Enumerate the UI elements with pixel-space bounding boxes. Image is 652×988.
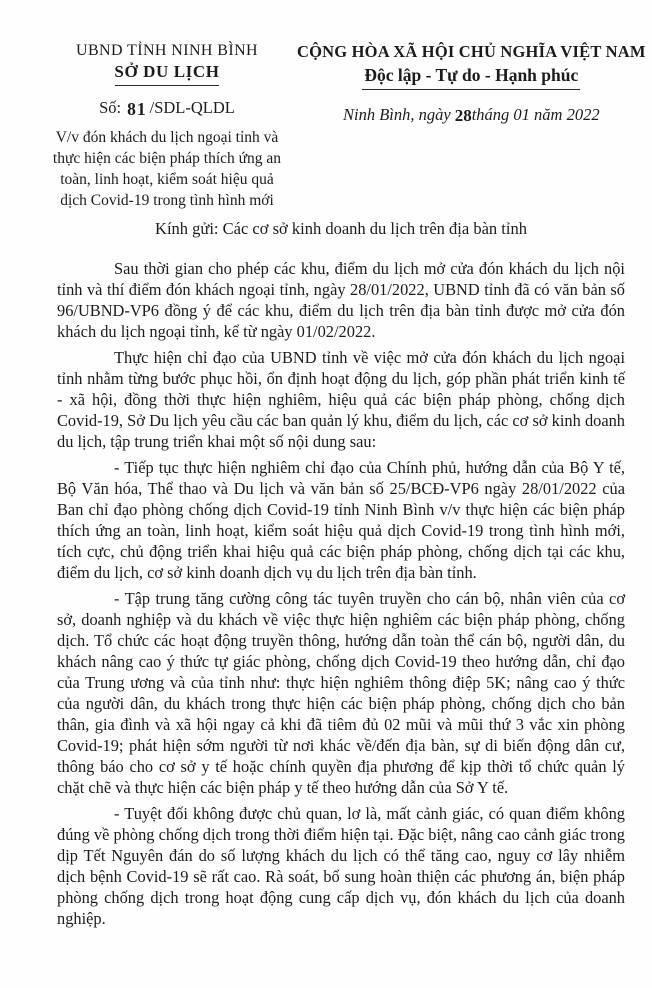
doc-subject: V/v đón khách du lịch ngoại tỉnh và thực hiện các biện pháp thích ứng an toàn, linh hoạt, kiểm soát hiệu quả dịch Covid-19 trong tình hình mới xyxy=(52,129,282,209)
issuer-org-name: SỞ DU LỊCH xyxy=(114,62,220,81)
national-motto: Độc lập - Tự do - Hạnh phúc xyxy=(364,65,579,85)
place-date-prefix: Ninh Bình, ngày xyxy=(343,105,451,124)
issuer-block xyxy=(51,42,283,211)
doc-number-label: Số: xyxy=(99,98,122,117)
issuer-underline xyxy=(115,85,219,86)
salutation-line: Kính gửi: Các cơ sở kinh doanh du lịch trên địa bàn tỉnh xyxy=(155,219,527,238)
republic-block xyxy=(283,42,646,125)
doc-number-line xyxy=(51,97,283,118)
letter-body xyxy=(57,258,625,929)
issuer-parent-org: UBND TỈNH NINH BÌNH xyxy=(76,42,258,59)
paragraph-directive: Thực hiện chỉ đạo của UBND tỉnh về việc mở cửa đón khách du lịch ngoại tỉnh nhằm từng bước phục hồi, ổn định hoạt động du lịch, góp phần phát triển kinh tế - xã hội, đồng thời thực hiện nghiêm, hiệu quả các biện pháp phòng, chống dịch Covid-19, Sở Du lịch yêu cầu các ban quản lý khu, điểm du lịch, các cơ sở kinh doanh du lịch, tập trung triển khai một số nội dung sau: xyxy=(57,348,625,451)
letter-header xyxy=(52,42,646,211)
place-date-line xyxy=(297,105,646,125)
doc-number-value: 81 xyxy=(127,99,147,119)
country-name: CỘNG HÒA XÃ HỘI CHỦ NGHĨA VIỆT NAM xyxy=(297,42,646,61)
paragraph-bullet-communication: - Tập trung tăng cường công tác tuyên truyền cho cán bộ, nhân viên của cơ sở, doanh nghiệp và du khách về việc thực hiện nghiêm các biện pháp phòng, chống dịch. Tổ chức các hoạt động truyền thông, hướng dẫn toàn thể cán bộ, người dân, du khách nâng cao ý thức tự giác phòng, chống dịch Covid-19 theo hướng dẫn, chỉ đạo của Trung ương và của tỉnh như: thực hiện nghiêm thông điệp 5K; nâng cao ý thức của người dân, du khách trong thực hiện các biện pháp phòng, chống dịch cho bản thân, gia đình và xã hội ngay cả khi đã tiêm đủ 02 mũi và mũi thứ 3 vắc xin phòng Covid-19; phát hiện sớm người từ nơi khác về/đến địa bàn, sự di biến động dân cư, thông báo cho cơ sở y tế hoặc chính quyền địa phương để kịp thời tổ chức quản lý chặt chẽ và thực hiện các biện pháp y tế theo hướng dẫn của Sở Y tế. xyxy=(57,589,625,797)
date-day: 28 xyxy=(454,106,472,125)
motto-underline xyxy=(362,89,580,90)
paragraph-intro: Sau thời gian cho phép các khu, điểm du lịch mở cửa đón khách du lịch nội tỉnh và thí điểm đón khách ngoại tỉnh, ngày 28/01/2022, UBND tỉnh đã có văn bản số 96/UBND-VP6 đồng ý để các khu, điểm du lịch trên địa bàn tỉnh được mở cửa đón khách du lịch ngoại tỉnh, kể từ ngày 01/02/2022. xyxy=(57,259,625,341)
doc-number-suffix: /SDL-QLDL xyxy=(149,98,235,117)
paragraph-bullet-vigilance: - Tuyệt đối không được chủ quan, lơ là, mất cảnh giác, có quan điểm không đúng về phòng chống dịch trong thời điểm hiện tại. Đặc biệt, nâng cao cảnh giác trong dịp Tết Nguyên đán do số lượng khách du lịch có thể tăng cao, nguy cơ lây nhiễm dịch bệnh Covid-19 sẽ rất cao. Rà soát, bổ sung hoàn thiện các phương án, biện pháp phòng chống dịch trong hoạt động cung cấp dịch vụ, đón khách du lịch của doanh nghiệp. xyxy=(57,804,625,928)
place-date-suffix: tháng 01 năm 2022 xyxy=(471,105,600,124)
paragraph-bullet-compliance: - Tiếp tục thực hiện nghiêm chỉ đạo của Chính phủ, hướng dẫn của Bộ Y tế, Bộ Văn hóa, Thể thao và Du lịch và văn bản số 25/BCĐ-VP6 ngày 28/01/2022 của Ban chỉ đạo phòng chống dịch Covid-19 tỉnh Ninh Bình v/v thực hiện các biện pháp thích ứng an toàn, linh hoạt, kiểm soát hiệu quả dịch Covid-19 trong tình hình mới, tích cực, chủ động triển khai hiệu quả các biện pháp phòng, chống dịch tại các khu, điểm du lịch, cơ sở kinh doanh dịch vụ du lịch trên địa bàn tỉnh. xyxy=(57,458,625,582)
